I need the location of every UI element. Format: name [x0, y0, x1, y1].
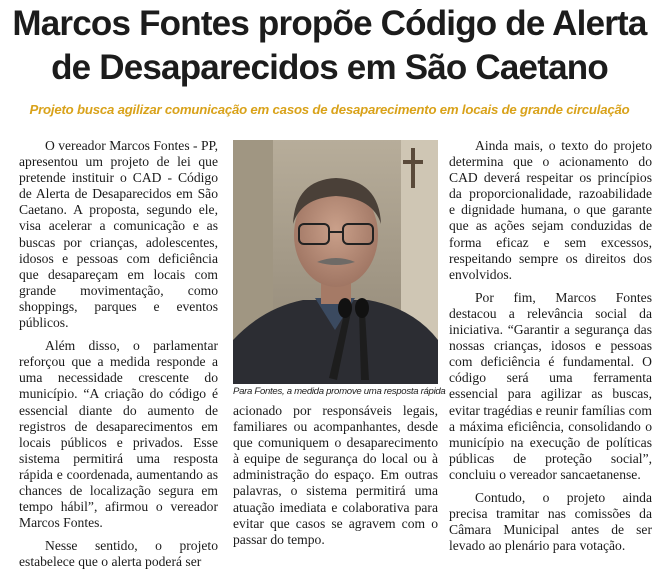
column-3-paragraph-3: Contudo, o projeto ainda precisa tramitar nas comissões da Câmara Municipal antes de ser levado ao plenário para votação.	[449, 489, 652, 554]
article-column-1	[19, 138, 218, 577]
column-3-paragraph-2: Por fim, Marcos Fontes destacou a relevância social da iniciativa. “Garantir a segurança das nossas crianças, idosos e pessoas com deficiência é fundamental. O código será uma ferramenta essencial para agilizar as buscas, evitar tragédias e reunir famílias com a máxima eficiência, consolidando o município na execução de políticas públicas de proteção social”, concluiu o vereador sancaetanense.	[449, 289, 652, 482]
headline-line-1: Marcos Fontes propõe Código de Alerta	[12, 4, 647, 43]
article-subheadline: Projeto busca agilizar comunicação em casos de desaparecimento em locais de grande circulação	[29, 102, 630, 117]
photo-caption: Para Fontes, a medida promove uma resposta rápida	[233, 386, 446, 397]
column-2-paragraph-1: acionado por responsáveis legais, familiares ou acompanhantes, desde que comuniquem o desaparecimento à equipe de segurança do local ou à administração do espaço. Em outras palavras, o sistema permitirá uma atuação imediata e colaborativa para evitar que casos se agravem com o passar do tempo.	[233, 403, 438, 547]
headline-line-2: de Desaparecidos em São Caetano	[51, 48, 608, 87]
article-column-3	[449, 138, 652, 561]
column-3-paragraph-1: Ainda mais, o texto do projeto determina que o acionamento do CAD deverá respeitar os princípios da proporcionalidade, razoabilidade e dignidade humana, o que garante que as ações sejam conduzidas de forma eficaz e sem excessos, respeitando sempre os direitos dos envolvidos.	[449, 138, 652, 282]
portrait-photo	[233, 140, 438, 384]
article-photo	[233, 140, 438, 384]
article-headline	[0, 2, 659, 90]
column-1-paragraph-1: O vereador Marcos Fontes - PP, apresentou um projeto de lei que pretende instituir o CAD - Código de Alerta de Desaparecidos em São Caetano. A proposta, segundo ele, visa acelerar a comunicação e as buscas por crianças, adolescentes, idosos e pessoas com deficiência que desapareçam em locais com grande movimentação, como shoppings, parques e eventos públicos.	[19, 138, 218, 331]
column-1-paragraph-3: Nesse sentido, o projeto estabelece que o alerta poderá ser	[19, 538, 218, 570]
column-1-paragraph-2: Além disso, o parlamentar reforçou que a medida responde a uma necessidade crescente do município. “A criação do código é essencial diante do aumento de registros de desaparecimentos em locais públicos e privados. Esse sistema permitirá uma resposta rápida e coordenada, aumentando as chances de localização segura em tempo hábil”, afirmou o vereador Marcos Fontes.	[19, 338, 218, 531]
article-column-2	[233, 403, 438, 555]
